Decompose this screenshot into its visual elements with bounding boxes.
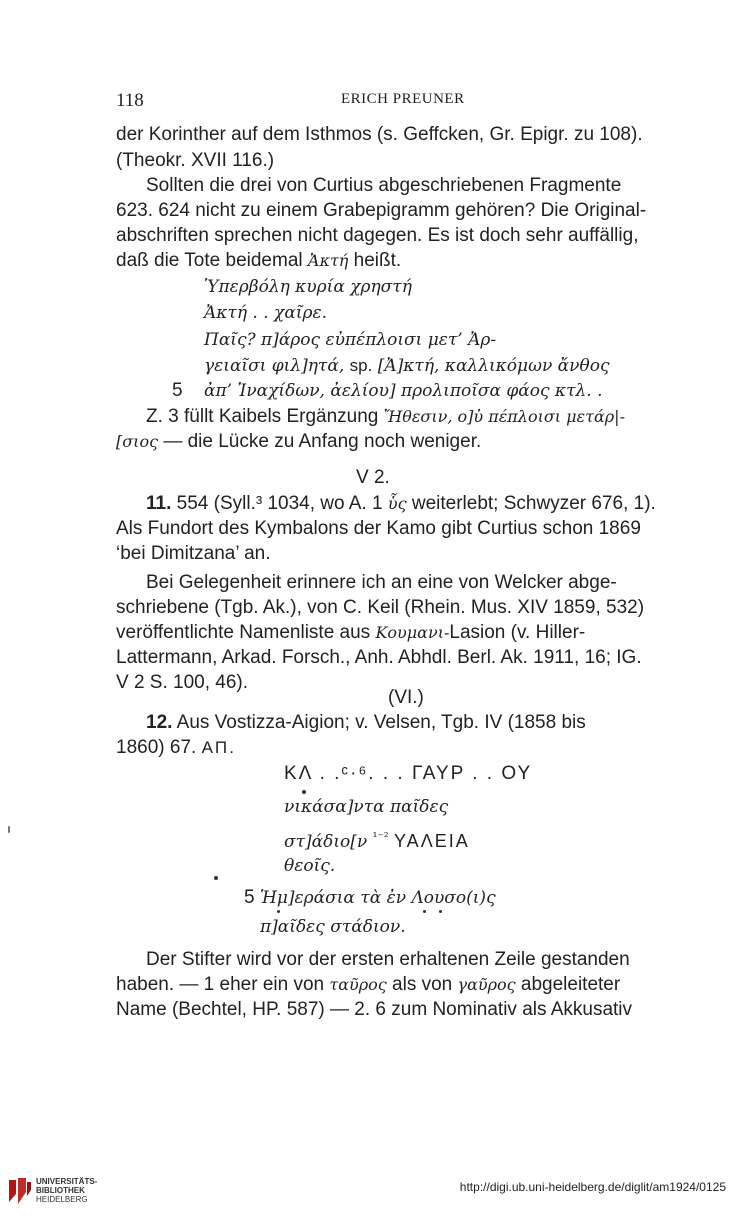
text-line: Lattermann, Arkad. Forsch., Anh. Abhdl. Berl. Ak. 1911, 16; IG.: [116, 647, 642, 668]
greek-word: γαῦρος: [457, 975, 516, 994]
text-line: Als Fundort des Kymbalons der Kamo gibt Curtius schon 1869: [116, 518, 641, 539]
greek-run: στ]άδιο[ν: [284, 832, 368, 852]
section-heading: (VI.): [388, 687, 424, 708]
entry-number: 12.: [146, 712, 173, 733]
inscription-line: [284, 830, 470, 852]
text-line: [116, 622, 585, 644]
library-logo-icon: [6, 1176, 32, 1211]
text-line: ‘bei Dimitzana’ an.: [116, 543, 271, 564]
inscription-line: Ἡμ]εράσια τὰ ἐν Λουσο(ι)ς: [260, 888, 496, 908]
greek-run: [Ἀ]κτή, καλλικόμων ἄνθος: [377, 356, 610, 376]
text-run: als von: [392, 974, 453, 995]
text-run: 1860) 67.: [116, 737, 197, 758]
scan-mark: [8, 826, 10, 833]
text-run: daß die Tote beidemal: [116, 250, 303, 271]
running-title: ERICH PREUNER: [341, 91, 465, 107]
sublinear-dot: [302, 790, 306, 794]
text-run: — die Lücke zu Anfang noch weniger.: [163, 431, 482, 452]
library-line: BIBLIOTHEK: [36, 1186, 85, 1195]
text-line: Sollten die drei von Curtius abgeschriebenen Fragmente: [146, 175, 622, 196]
text-line: V 2 S. 100, 46).: [116, 672, 249, 693]
page-header: [116, 90, 676, 114]
inscription-line: θεοῖς.: [284, 856, 336, 876]
text-line: Bei Gelegenheit erinnere ich an eine von Welcker abge-: [146, 572, 617, 593]
text-run: Lasion (v. Hiller-: [449, 622, 586, 643]
text-line: [146, 406, 625, 428]
inscription-line: ΚΛ . .ᶜ·⁶. . . ΓΑΥΡ . . ΟΥ: [284, 763, 533, 784]
greek-verse-line: Παῖς? π]άρος εὐπέπλοισι μετ’ Ἀρ-: [204, 330, 497, 350]
footer: [0, 1160, 740, 1224]
greek-verse-line: Ἀκτή . . χαῖρε.: [204, 303, 328, 323]
text-line: schriebene (Tgb. Ak.), von C. Keil (Rhein. Mus. XIV 1859, 532): [116, 597, 645, 618]
greek-word: Ἀκτή: [307, 251, 349, 270]
library-line: HEIDELBERG: [36, 1195, 88, 1204]
gap-marker: ¹⁻²: [372, 830, 389, 844]
text-line: 623. 624 nicht zu einem Grabepigramm gehören? Die Original-: [116, 200, 647, 221]
entry-number: 11.: [146, 493, 172, 514]
greek-verse-line: [204, 356, 610, 376]
greek-verse-line: Ὑπερβόλη κυρία χρηστή: [204, 277, 412, 297]
text-line: abschriften sprechen nicht dagegen. Es ist doch sehr auffällig,: [116, 225, 639, 246]
text-run: Z. 3 füllt Kaibels Ergänzung: [146, 406, 379, 427]
text-run: veröffentlichte Namenliste aus: [116, 622, 371, 643]
inscription-line: π]αῖδες στάδιον.: [260, 917, 406, 937]
text-line: [116, 431, 481, 453]
text-line: [146, 712, 586, 734]
text-line: Name (Bechtel, HP. 587) — 2. 6 zum Nominativ als Akkusativ: [116, 999, 633, 1020]
section-heading: V 2.: [356, 467, 390, 488]
text-run: Aus Vostizza-Aigion; v. Velsen, Tgb. IV (1858 bis: [176, 712, 586, 733]
text-run: weiterlebt; Schwyzer 676, 1).: [411, 493, 656, 514]
greek-verse-line: ἀπ’ Ἰναχίδων, ἀελίου] προλιποῖσα φάος κτλ. .: [204, 381, 603, 401]
inscription-caps: ΥΑΛΕΙΑ: [394, 831, 470, 851]
abbreviation: sp.: [349, 356, 373, 375]
library-line: UNIVERSITÄTS-: [36, 1177, 98, 1186]
greek-run: [σιος: [116, 432, 159, 451]
greek-word: ταῦρος: [329, 975, 387, 994]
text-line: [116, 737, 236, 759]
text-line: [116, 974, 620, 996]
greek-run: Ἤθεσιν, ο]ὐ πέπλοισι μετάρ|-: [383, 407, 625, 426]
inscription-caps: ΑΠ.: [201, 738, 236, 757]
text-line: (Theokr. XVII 116.): [116, 150, 275, 171]
margin-dot: [214, 876, 218, 880]
text-line: [146, 493, 656, 515]
text-line: [116, 250, 401, 272]
text-run: 554 (Syll.³ 1034, wo A. 1: [176, 493, 383, 514]
verse-number: 5: [244, 887, 255, 908]
text-line: Der Stifter wird vor der ersten erhaltenen Zeile gestanden: [146, 949, 630, 970]
text-line: der Korinther auf dem Isthmos (s. Geffcken, Gr. Epigr. zu 108).: [116, 124, 643, 145]
sublinear-dot: [423, 910, 426, 913]
greek-run: γειαῖσι φιλ]ητά,: [204, 356, 345, 376]
inscription-line: νικάσα]ντα παῖδες: [284, 797, 449, 817]
greek-word: Κουμανι-: [375, 623, 450, 642]
source-url-link[interactable]: http://digi.ub.uni-heidelberg.de/diglit/am1924/0125: [459, 1180, 726, 1194]
page-number: 118: [116, 90, 144, 111]
sublinear-dot: [439, 910, 442, 913]
text-run: haben. — 1 eher ein von: [116, 974, 325, 995]
library-name: [36, 1177, 97, 1204]
text-run: abgeleiteter: [520, 974, 621, 995]
verse-number: 5: [172, 380, 183, 401]
greek-word: ὗς: [387, 494, 407, 513]
text-run: heißt.: [353, 250, 402, 271]
sublinear-dot: [277, 910, 280, 913]
